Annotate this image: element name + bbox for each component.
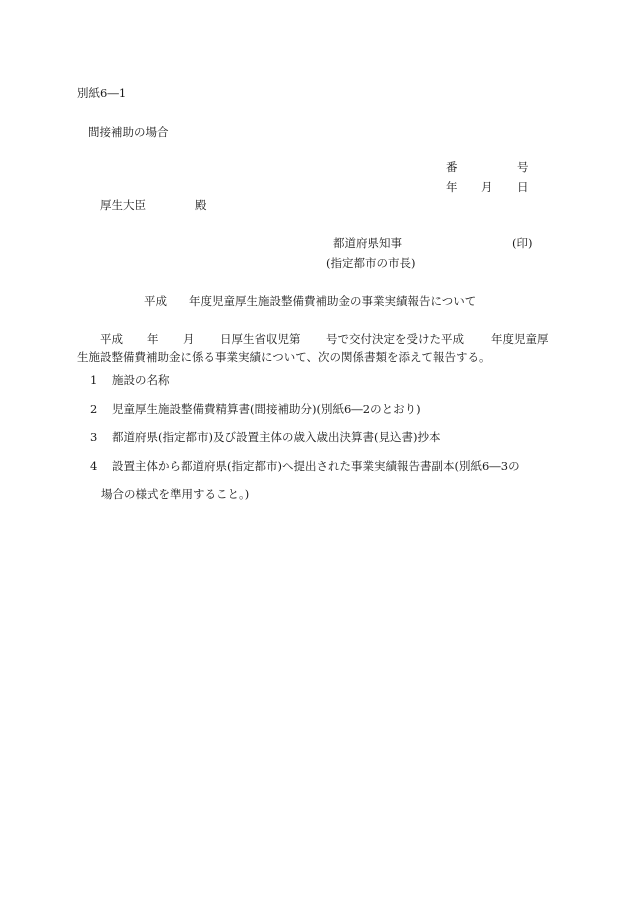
list-item-text: 設置主体から都道府県(指定都市)へ提出された事業実績報告書副本(別紙6―3の: [112, 459, 520, 473]
list-item-number: 4: [90, 459, 98, 473]
sender-seal: (印): [512, 236, 533, 250]
body-year: 年: [147, 332, 159, 346]
list-item-text: 都道府県(指定都市)及び設置主体の歳入歳出決算書(見込書)抄本: [112, 430, 441, 444]
date-year-label: 年: [446, 180, 458, 194]
body-era: 平成: [100, 332, 123, 346]
reference-number-label: 番: [446, 160, 458, 174]
body-trailing: 年度児童厚: [491, 332, 549, 346]
addressee-name: 厚生大臣: [100, 198, 146, 212]
body-ministry-notice: 日厚生省収児第: [220, 332, 301, 346]
form-id: 別紙6―1: [77, 86, 127, 100]
list-item-number: 3: [90, 430, 98, 444]
list-item-number: 1: [90, 373, 98, 387]
sender-alt-title: (指定都市の市長): [326, 256, 416, 270]
reference-go-label: 号: [517, 160, 529, 174]
sender-title: 都道府県知事: [333, 236, 402, 250]
list-item-text: 児童厚生施設整備費精算書(間接補助分)(別紙6―2のとおり): [112, 402, 421, 416]
body-month: 月: [183, 332, 195, 346]
subtitle: 間接補助の場合: [88, 125, 169, 139]
body-decision-text: 号で交付決定を受けた平成: [326, 332, 464, 346]
list-item-number: 2: [90, 402, 98, 416]
heading-era: 平成: [144, 294, 167, 308]
list-item-text: 施設の名称: [112, 373, 170, 387]
date-day-label: 日: [517, 180, 529, 194]
addressee-honorific: 殿: [195, 198, 207, 212]
list-item-continuation: 場合の様式を準用すること。): [101, 487, 250, 501]
date-month-label: 月: [481, 180, 493, 194]
body-line-2: 生施設整備費補助金に係る事業実績について、次の関係書類を添えて報告する。: [77, 350, 491, 364]
heading-text: 年度児童厚生施設整備費補助金の事業実績報告について: [189, 294, 477, 308]
